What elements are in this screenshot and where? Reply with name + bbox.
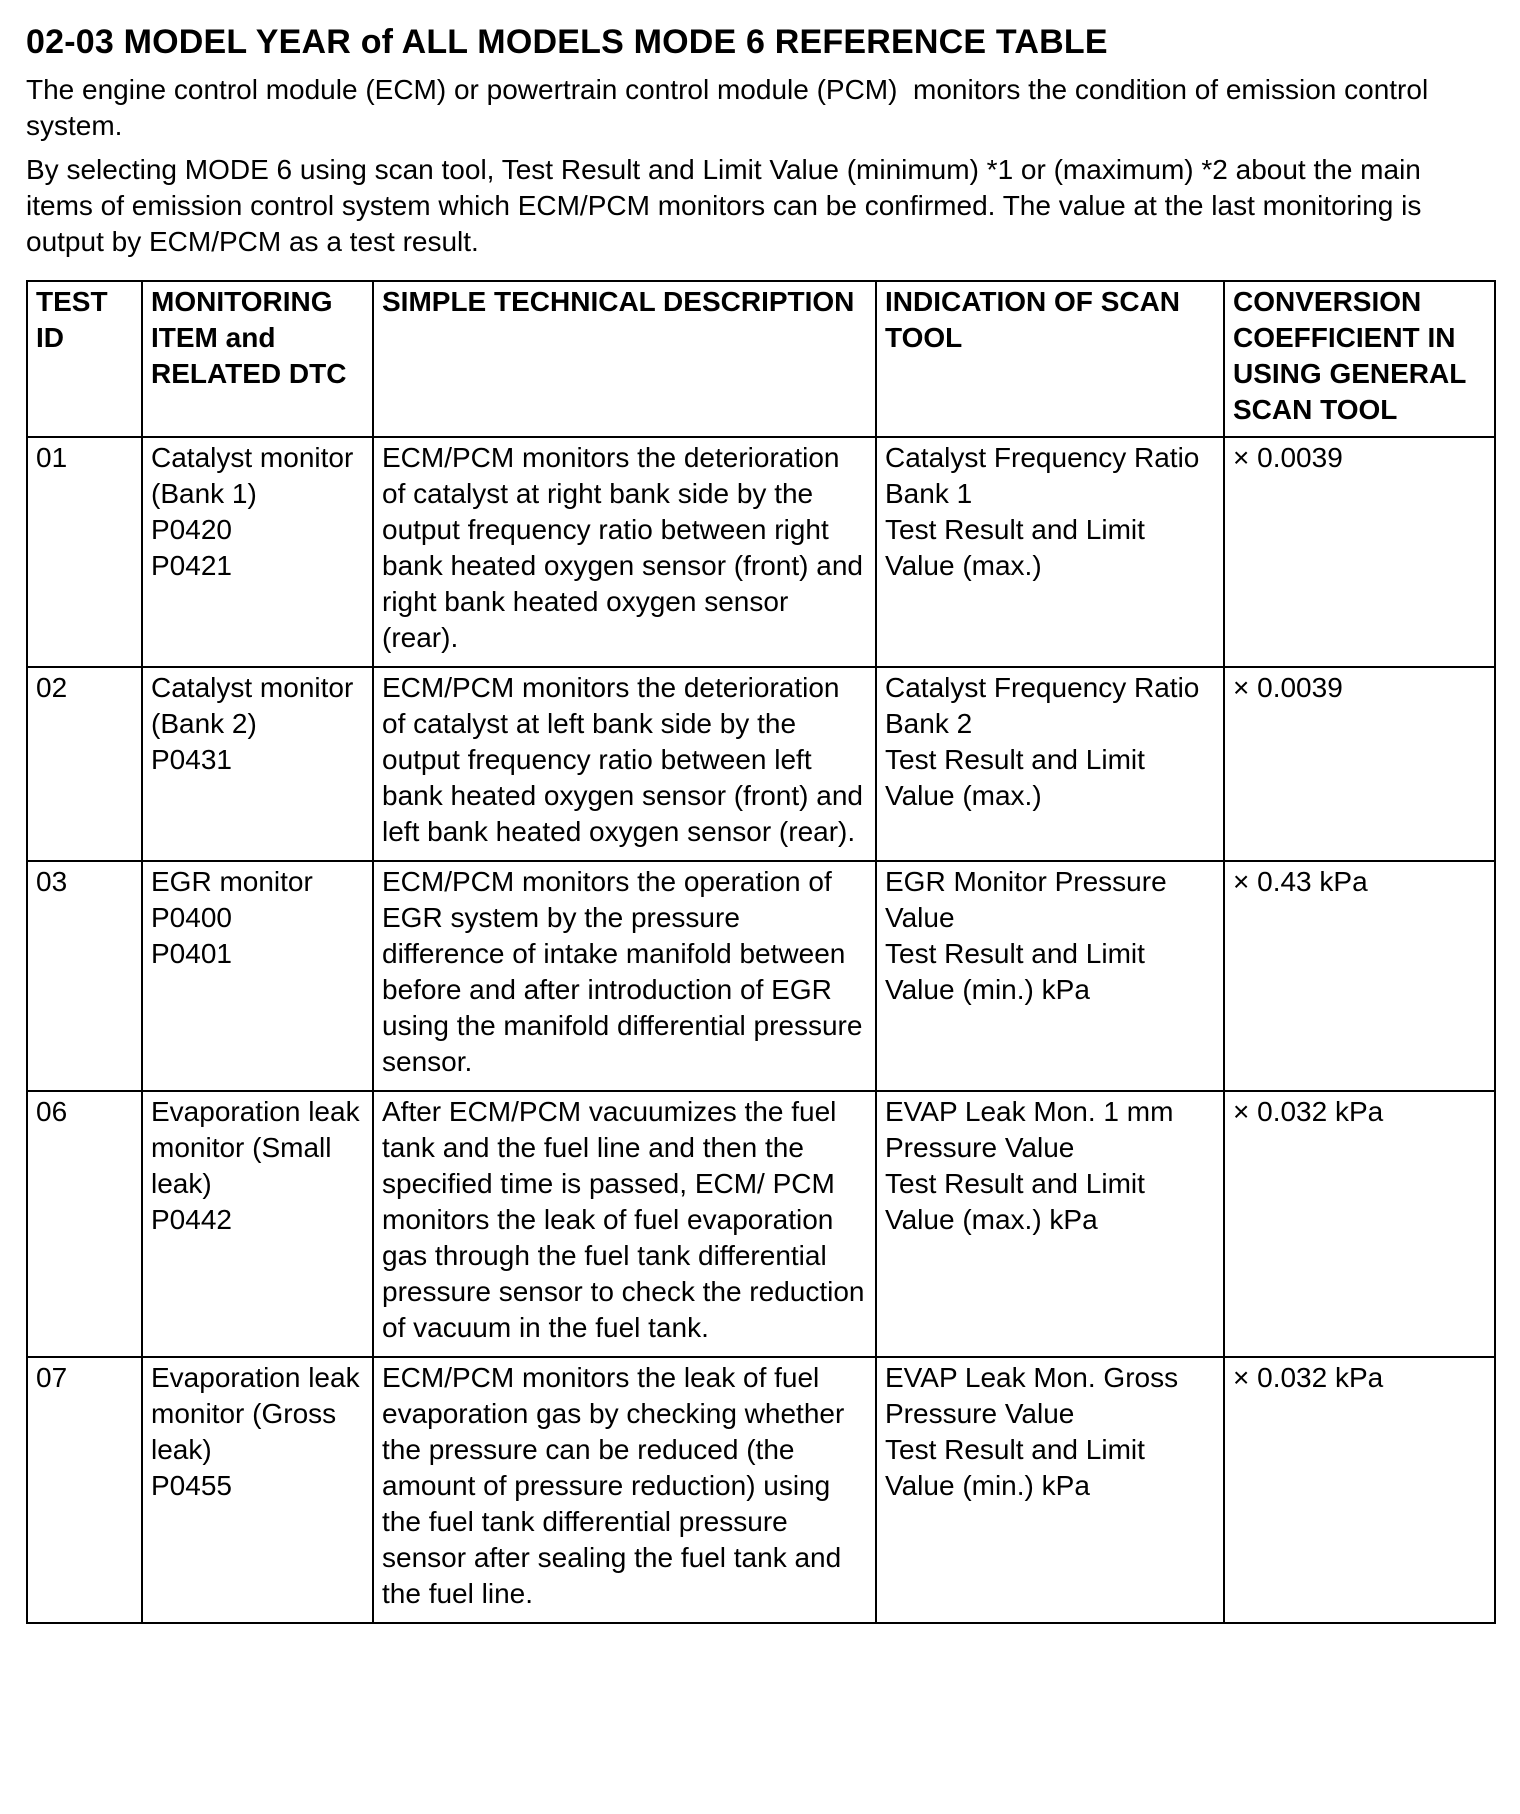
indication-result-type: Test Result and Limit Value (min.) kPa: [885, 1434, 1145, 1501]
table-row: [27, 437, 1495, 667]
monitoring-item-name: Catalyst monitor (Bank 1): [151, 442, 354, 509]
related-dtc: P0455: [151, 1470, 232, 1501]
cell-description: After ECM/PCM vacuumizes the fuel tank and the fuel line and then the specified time is passed, ECM/ PCM monitors the leak of fuel evaporation gas through the fuel tank differential pressure sensor to check the reduction of vacuum in the fuel tank.: [373, 1091, 876, 1357]
cell-conversion-coefficient: × 0.0039: [1224, 667, 1495, 861]
cell-test-id: 02: [27, 667, 142, 861]
cell-scan-tool-indication: [876, 1091, 1224, 1357]
table-row: [27, 667, 1495, 861]
cell-test-id: 06: [27, 1091, 142, 1357]
page-title: 02-03 MODEL YEAR of ALL MODELS MODE 6 REFERENCE TABLE: [26, 23, 1108, 61]
cell-conversion-coefficient: × 0.0039: [1224, 437, 1495, 667]
table-body: [27, 437, 1495, 1623]
cell-monitoring-item: [142, 1357, 373, 1623]
cell-conversion-coefficient: × 0.43 kPa: [1224, 861, 1495, 1091]
monitoring-item-name: EGR monitor: [151, 866, 313, 897]
related-dtc: P0420: [151, 514, 232, 545]
indication-name: EGR Monitor Pressure Value: [885, 866, 1167, 933]
cell-monitoring-item: [142, 861, 373, 1091]
cell-test-id: 01: [27, 437, 142, 667]
table-row: [27, 861, 1495, 1091]
indication-result-type: Test Result and Limit Value (max.): [885, 514, 1145, 581]
cell-conversion-coefficient: × 0.032 kPa: [1224, 1357, 1495, 1623]
indication-result-type: Test Result and Limit Value (max.) kPa: [885, 1168, 1145, 1235]
table-row: [27, 1091, 1495, 1357]
indication-name: EVAP Leak Mon. 1 mm Pressure Value: [885, 1096, 1174, 1163]
header-test-id: TEST ID: [27, 281, 142, 437]
monitoring-item-name: Evaporation leak monitor (Small leak): [151, 1096, 360, 1199]
cell-monitoring-item: [142, 667, 373, 861]
indication-result-type: Test Result and Limit Value (max.): [885, 744, 1145, 811]
related-dtc: P0442: [151, 1204, 232, 1235]
cell-monitoring-item: [142, 437, 373, 667]
cell-scan-tool-indication: [876, 437, 1224, 667]
cell-description: ECM/PCM monitors the deterioration of catalyst at left bank side by the output frequency ratio between left bank heated oxygen sensor (front) and left bank heated oxygen sensor (rear).: [373, 667, 876, 861]
indication-name: Catalyst Frequency Ratio Bank 2: [885, 672, 1200, 739]
mode6-reference-table: [26, 280, 1496, 1624]
cell-monitoring-item: [142, 1091, 373, 1357]
monitoring-item-name: Catalyst monitor (Bank 2): [151, 672, 354, 739]
indication-name: Catalyst Frequency Ratio Bank 1: [885, 442, 1200, 509]
header-scan-tool-indication: INDICATION OF SCAN TOOL: [876, 281, 1224, 437]
header-conversion-coefficient: CONVERSION COEFFICIENT IN USING GENERAL SCAN TOOL: [1224, 281, 1495, 437]
related-dtc: P0401: [151, 938, 232, 969]
monitoring-item-name: Evaporation leak monitor (Gross leak): [151, 1362, 360, 1465]
indication-result-type: Test Result and Limit Value (min.) kPa: [885, 938, 1145, 1005]
cell-description: ECM/PCM monitors the operation of EGR system by the pressure difference of intake manifold between before and after introduction of EGR using the manifold differential pressure sensor.: [373, 861, 876, 1091]
cell-description: ECM/PCM monitors the deterioration of catalyst at right bank side by the output frequency ratio between right bank heated oxygen sensor (front) and right bank heated oxygen sensor (rear).: [373, 437, 876, 667]
header-monitoring-item: MONITORING ITEM and RELATED DTC: [142, 281, 373, 437]
cell-test-id: 03: [27, 861, 142, 1091]
intro-paragraph-2: By selecting MODE 6 using scan tool, Test Result and Limit Value (minimum) *1 or (maximum) *2 about the main items of emission control system which ECM/PCM monitors can be confirmed. The value at the last monitoring is output by ECM/PCM as a test result.: [26, 154, 1430, 257]
cell-test-id: 07: [27, 1357, 142, 1623]
header-description: SIMPLE TECHNICAL DESCRIPTION: [373, 281, 876, 437]
related-dtc: P0400: [151, 902, 232, 933]
related-dtc: P0421: [151, 550, 232, 581]
table-header-row: [27, 281, 1495, 437]
table-row: [27, 1357, 1495, 1623]
intro-paragraph-1: The engine control module (ECM) or powertrain control module (PCM) monitors the condition of emission control system.: [26, 74, 1436, 141]
cell-description: ECM/PCM monitors the leak of fuel evaporation gas by checking whether the pressure can be reduced (the amount of pressure reduction) using the fuel tank differential pressure sensor after sealing the fuel tank and the fuel line.: [373, 1357, 876, 1623]
cell-scan-tool-indication: [876, 861, 1224, 1091]
indication-name: EVAP Leak Mon. Gross Pressure Value: [885, 1362, 1179, 1429]
related-dtc: P0431: [151, 744, 232, 775]
cell-conversion-coefficient: × 0.032 kPa: [1224, 1091, 1495, 1357]
cell-scan-tool-indication: [876, 1357, 1224, 1623]
cell-scan-tool-indication: [876, 667, 1224, 861]
